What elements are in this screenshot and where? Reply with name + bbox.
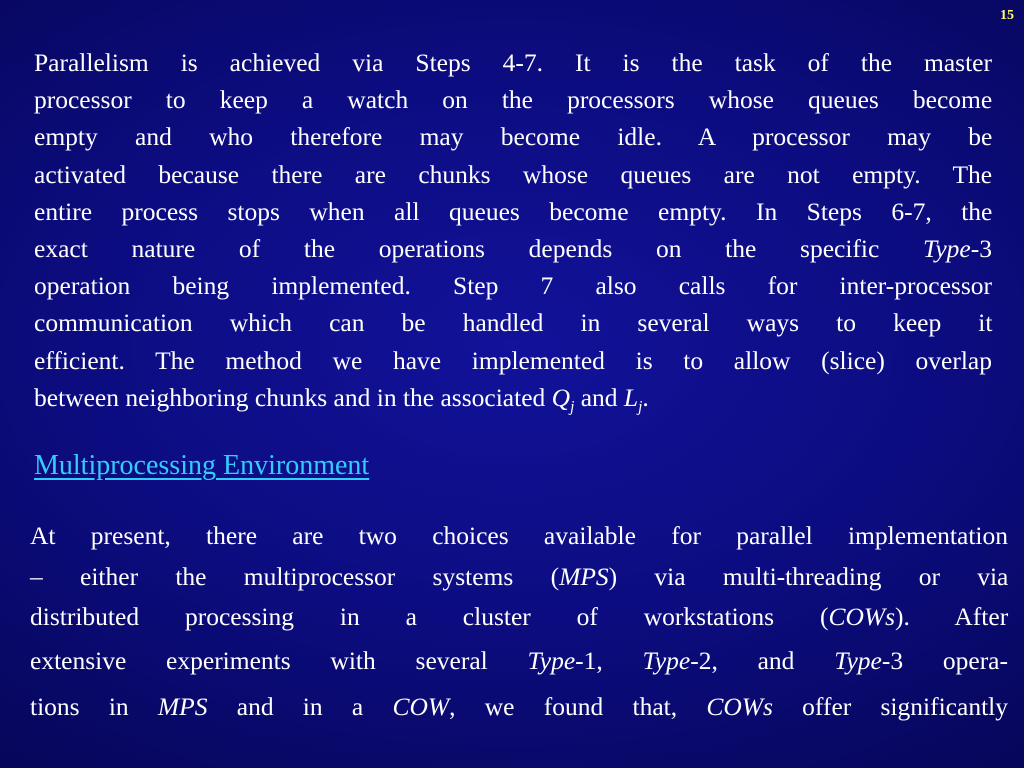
and-word: and bbox=[574, 382, 624, 412]
l-symbol bbox=[623, 382, 643, 416]
line-text: – either the multiprocessor systems ( bbox=[30, 561, 560, 591]
line-text: -1, bbox=[575, 645, 643, 675]
paragraph-line: efficient. The method we have implemented is to allow (slice) overlap bbox=[34, 345, 992, 375]
paragraph-parallelism bbox=[34, 44, 992, 416]
type-term: Type bbox=[923, 233, 971, 263]
line-text: , we found that, bbox=[449, 691, 707, 721]
paragraph-line: communication which can be handled in several ways to keep it bbox=[34, 308, 993, 338]
line-text: ) via multi-threading or via bbox=[608, 561, 1009, 591]
paragraph-line bbox=[34, 230, 992, 267]
line-text: between neighboring chunks and in the associated bbox=[34, 382, 546, 412]
line-text: -3 opera- bbox=[881, 645, 1008, 675]
line-text: and in a bbox=[207, 691, 393, 721]
q-subscript: j bbox=[570, 398, 575, 416]
paragraph-line bbox=[34, 379, 992, 416]
line-text: offer significantly bbox=[772, 691, 1008, 721]
paragraph-multiprocessing bbox=[30, 516, 1008, 730]
l-subscript: j bbox=[638, 398, 643, 416]
paragraph-line bbox=[30, 557, 1008, 598]
type-term: Type bbox=[834, 645, 882, 675]
cows-term: COWs bbox=[706, 691, 773, 721]
type-term: Type bbox=[527, 645, 576, 675]
paragraph-line bbox=[30, 638, 1008, 684]
paragraph-line: processor to keep a watch on the processors whose queues become bbox=[34, 85, 993, 115]
end-period: . bbox=[642, 382, 649, 412]
q-letter: Q bbox=[551, 382, 571, 412]
line-text: exact nature of the operations depends on the specific bbox=[34, 233, 880, 263]
l-letter: L bbox=[623, 382, 639, 412]
section-heading-link[interactable]: Multiprocessing Environment bbox=[34, 450, 370, 481]
line-text: -2, and bbox=[690, 645, 835, 675]
cow-term: COW bbox=[392, 691, 450, 721]
line-text: ). After bbox=[895, 602, 1009, 631]
paragraph-line: empty and who therefore may become idle. A processor may be bbox=[34, 122, 993, 152]
cows-term: COWs bbox=[828, 602, 896, 631]
paragraph-line bbox=[30, 597, 1008, 638]
line-text: tions in bbox=[30, 691, 158, 721]
paragraph-line: At present, there are two choices available for parallel implementation bbox=[30, 521, 1008, 550]
paragraph-line: entire process stops when all queues become empty. In Steps 6-7, the bbox=[34, 196, 993, 226]
page-number: 15 bbox=[1000, 8, 1014, 23]
paragraph-line bbox=[30, 684, 1008, 730]
mps-term: MPS bbox=[559, 561, 609, 591]
line-text: extensive experiments with several bbox=[30, 645, 528, 675]
line-text: distributed processing in a cluster of workstations ( bbox=[30, 602, 829, 631]
paragraph-line: operation being implemented. Step 7 also calls for inter-processor bbox=[34, 271, 992, 301]
type-term: Type bbox=[642, 645, 691, 675]
mps-term: MPS bbox=[157, 691, 208, 721]
paragraph-line: Parallelism is achieved via Steps 4-7. It is the task of the master bbox=[34, 48, 992, 77]
type-suffix: -3 bbox=[970, 233, 992, 263]
q-symbol bbox=[551, 382, 575, 416]
paragraph-line: activated because there are chunks whose queues are not empty. The bbox=[34, 159, 993, 189]
